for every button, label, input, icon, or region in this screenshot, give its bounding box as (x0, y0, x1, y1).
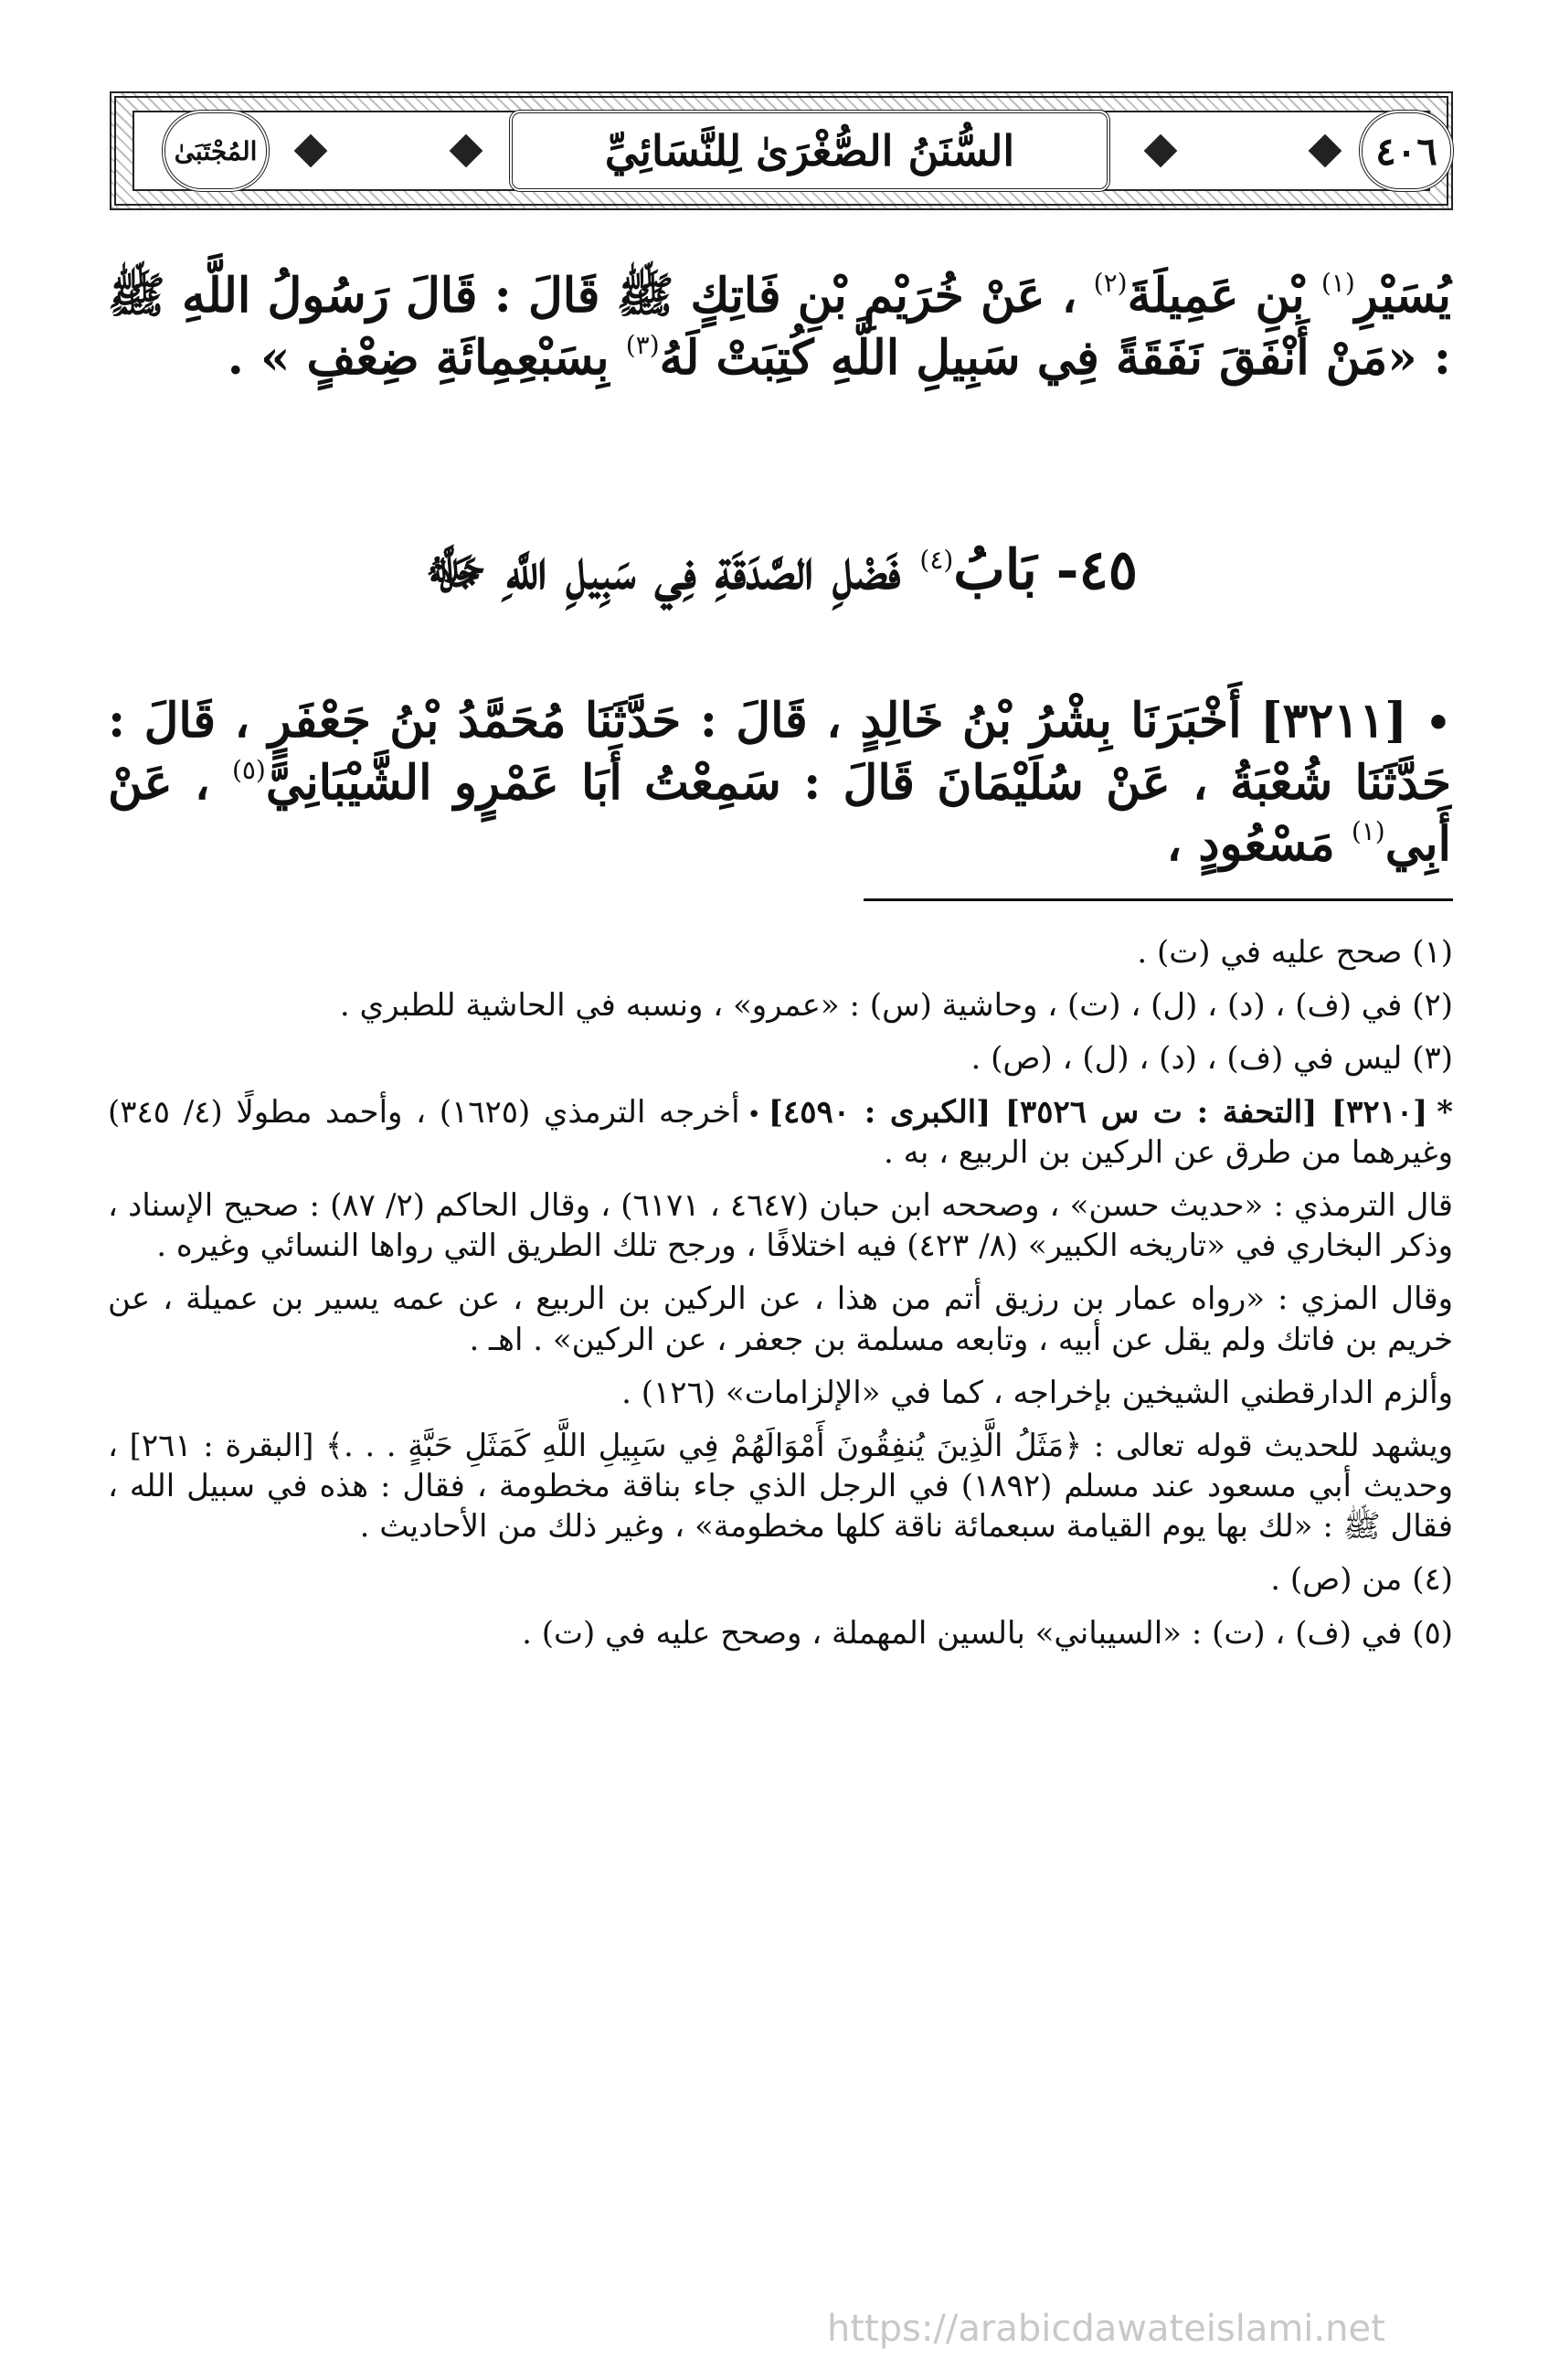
ornament-diamond-icon (1144, 134, 1178, 168)
footnote-marker: (١) (1351, 816, 1385, 847)
text-segment: يُسَيْرِ (1354, 268, 1451, 324)
text-segment: مَسْعُودٍ ، (1166, 816, 1352, 873)
page-number: ٤٠٦ (1375, 128, 1437, 174)
page-number-cartouche (1359, 110, 1454, 192)
footnote-marker: (٤) (919, 545, 954, 575)
footnote-marker: (١) (1320, 268, 1355, 298)
footnote-3: (٣) ليس في (ف) ، (د) ، (ل) ، (ص) . (970, 1040, 1453, 1078)
footnote-marker: (٢) (1093, 268, 1128, 298)
text-segment: بْنِ عَمِيلَةَ (1127, 268, 1321, 324)
note-tirmidhi: قال الترمذي : «حديث حسن» ، وصححه ابن حبان (٤٦٤٧ ، ٦١٧١) ، وقال الحاكم (٢/ ٨٧) : صحيح الإسناد ، وذكر البخاري في «تاريخه الكبير» (٨/ ٤٢٣) فيه اختلافًا ، ورجح تلك الطريق التي رواها النسائي وغيره . (108, 1186, 1453, 1265)
footnotes (108, 932, 1453, 1653)
book-label: المُجْتَبَىٰ (174, 135, 258, 166)
bullet-icon: • (1425, 700, 1451, 747)
header-inner-frame (133, 111, 1437, 191)
heading-text: فَضْلِ الصَّدَقَةِ فِي سَبِيلِ اللَّهِ ﷻ (424, 538, 920, 602)
footnote-4: (٤) من (ص) . (1270, 1561, 1453, 1599)
footnote-5: (٥) في (ف) ، (ت) : «السيباني» بالسين المهملة ، وصحح عليه في (ت) . (522, 1614, 1453, 1652)
asterisk-icon: * (1437, 1093, 1454, 1131)
footnote-marker: (٥) (231, 754, 266, 785)
takhrij-references: [٣٢١٠] [التحفة : ت س ٣٥٢٦] [الكبرى : ٤٥٩٠] (768, 1093, 1428, 1131)
ornament-diamond-icon (450, 134, 483, 168)
text-segment: [٣٢١١] أَخْبَرَنَا بِشْرُ بْنُ خَالِدٍ ، قَالَ : حَدَّثَنَا مُحَمَّدُ بْنُ جَعْفَرٍ ، قَالَ : حَدَّثَنَا شُعْبَةُ ، عَنْ سُلَيْمَانَ قَالَ : سَمِعْتُ أَبَا عَمْرٍو الشَّيْبَانِيَّ (108, 693, 1451, 811)
takhrij-text: أخرجه الترمذي (١٦٢٥) ، وأحمد مطولًا (٤/ ٣٤٥) وغيرهما من طرق عن الركين بن الربيع ، به . (108, 1093, 1453, 1171)
bullet-icon: • (747, 1100, 761, 1129)
ornament-diamond-icon (294, 134, 328, 168)
text-segment: ، عَنْ خُرَيْمِ بْنِ فَاتِكٍ ﷺ قَالَ : قَالَ رَسُولُ اللَّهِ ﷺ : «مَنْ أَنْفَقَ نَفَقَةً فِي سَبِيلِ اللَّهِ كُتِبَتْ لَهُ (108, 268, 1451, 386)
chapter-heading (110, 535, 1453, 606)
title-cartouche (509, 110, 1110, 192)
ornament-diamond-icon (1309, 134, 1342, 168)
hadith-continuation (108, 265, 1451, 388)
watermark: https://arabicdawateislami.net (827, 2308, 1385, 2350)
footnote-2: (٢) في (ف) ، (د) ، (ل) ، (ت) ، وحاشية (س) : «عمرو» ، ونسبه في الحاشية للطبري . (339, 987, 1453, 1025)
book-label-cartouche (162, 110, 270, 192)
footnote-marker: (٣) (625, 329, 660, 360)
note-shahid: ويشهد للحديث قوله تعالى : ﴿مَثَلُ الَّذِينَ يُنفِقُونَ أَمْوَالَهُمْ فِي سَبِيلِ اللَّهِ كَمَثَلِ حَبَّةٍ . . .﴾ [البقرة : ٢٦١] ، وحديث أبي مسعود عند مسلم (١٨٩٢) في الرجل الذي جاء بناقة مخطومة ، فقال : هذه في سبيل الله ، فقال ﷺ : «لك بها يوم القيامة سبعمائة ناقة كلها مخطومة» ، وغير ذلك من الأحاديث . (108, 1427, 1454, 1546)
footnote-separator (864, 898, 1453, 901)
note-mizzi: وقال المزي : «رواه عمار بن رزيق أتم من هذا ، عن الركين بن الربيع ، عن عمه يسير بن عميلة ، عن خريم بن فاتك ولم يقل عن أبيه ، وتابعه مسلمة بن جعفر ، عن الركين» . اهـ . (108, 1280, 1453, 1358)
text-segment: بِسَبْعِمِائَةِ ضِعْفٍ » . (227, 329, 626, 386)
heading-text: ٤٥- بَابُ (953, 538, 1139, 602)
takhrij-note (108, 1092, 1453, 1173)
text-segment: ، عَنْ أَبِي (108, 754, 1451, 873)
hadith-text (108, 690, 1451, 876)
note-daraqutni: وألزم الدارقطني الشيخين بإخراجه ، كما في «الإلزامات» (١٢٦) . (621, 1374, 1453, 1411)
book-title: السُّنَنُ الصُّغْرَىٰ لِلنَّسَائِيِّ (604, 126, 1015, 175)
ornamental-header (110, 91, 1453, 210)
footnote-1: (١) صحح عليه في (ت) . (1137, 934, 1453, 971)
